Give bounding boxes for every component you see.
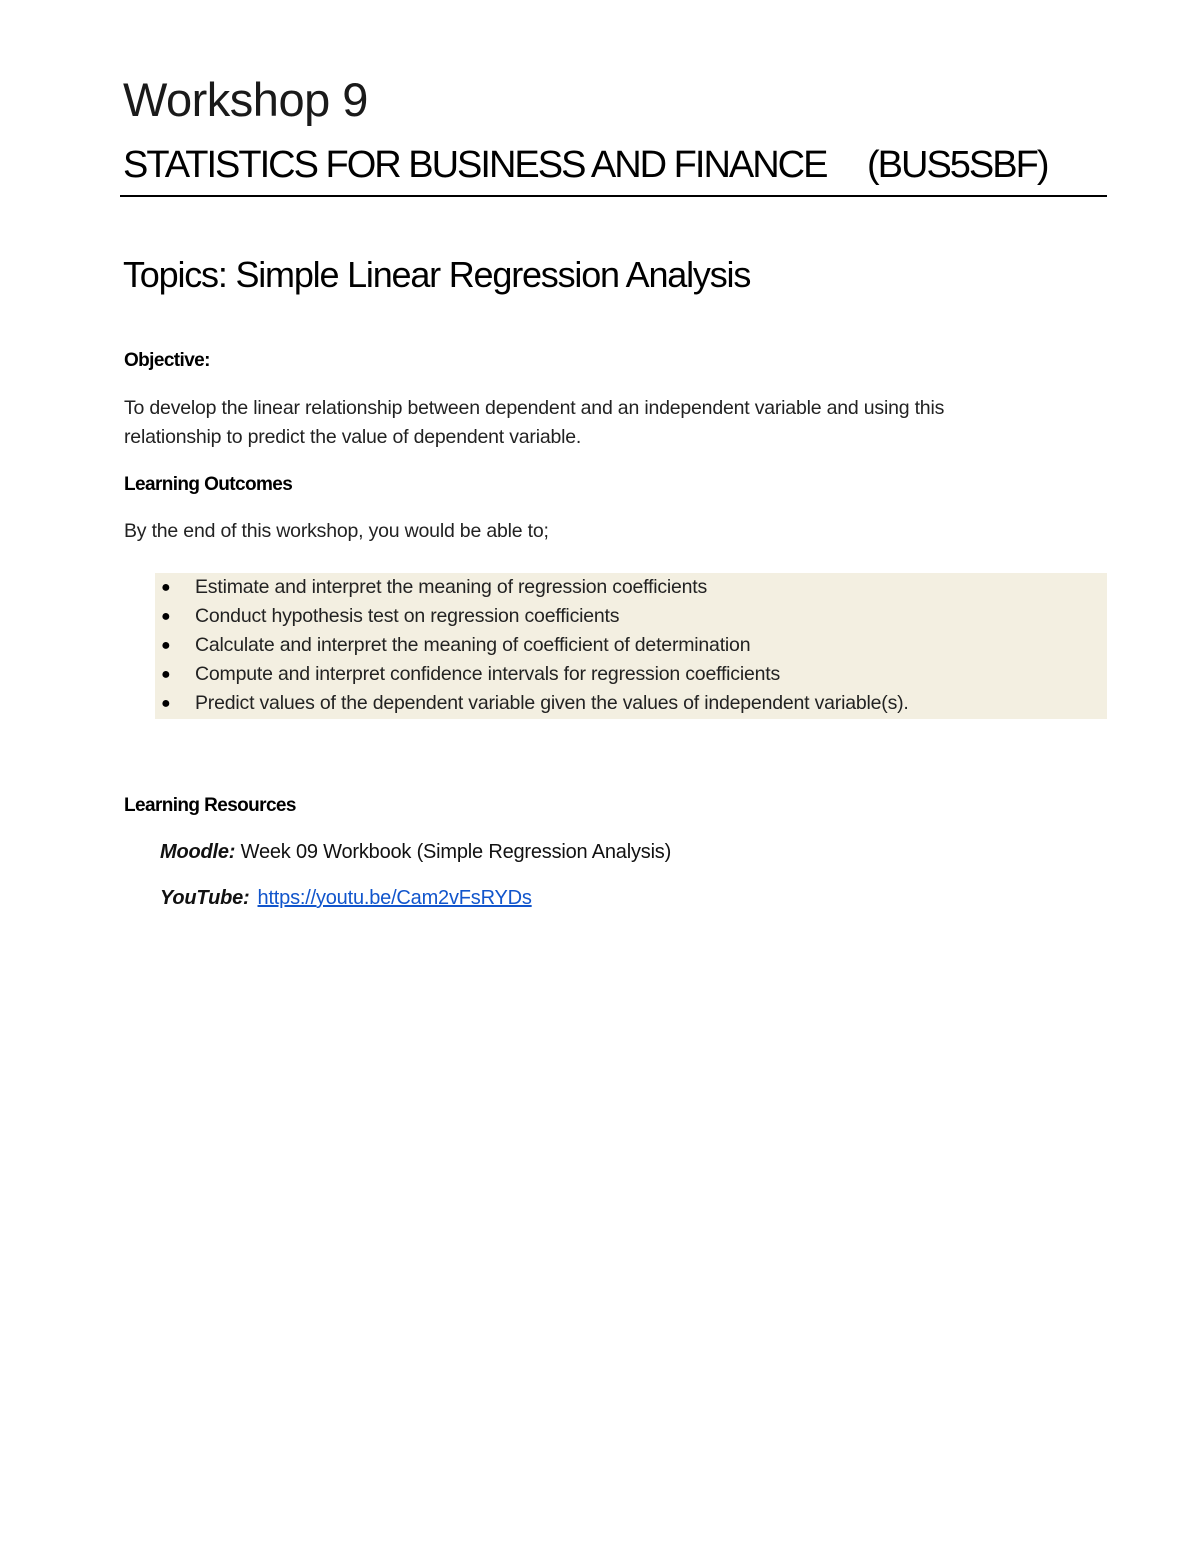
bullet-icon: ● [161, 695, 171, 712]
youtube-resource [160, 888, 532, 908]
bullet-icon: ● [161, 608, 171, 625]
bullet-icon: ● [161, 579, 171, 596]
objective-heading: Objective: [124, 350, 210, 371]
youtube-link[interactable]: https://youtu.be/Cam2vFsRYDs [257, 887, 532, 909]
objective-text-line-1: To develop the linear relationship between dependent and an independent variable and using this [124, 397, 945, 419]
course-title [123, 146, 1107, 184]
objective-text-line-2: relationship to predict the value of dependent variable. [124, 426, 582, 448]
course-name: STATISTICS FOR BUSINESS AND FINANCE [123, 144, 827, 186]
moodle-resource [160, 842, 671, 862]
learning-resources-heading: Learning Resources [124, 795, 296, 816]
list-item-text: Conduct hypothesis test on regression coefficients [195, 605, 620, 627]
list-item-text: Predict values of the dependent variable given the values of independent variable(s). [195, 692, 909, 714]
learning-outcomes-heading: Learning Outcomes [124, 474, 293, 495]
bullet-icon: ● [161, 637, 171, 654]
learning-outcomes-intro: By the end of this workshop, you would be able to; [124, 520, 549, 542]
list-item-text: Estimate and interpret the meaning of regression coefficients [195, 576, 708, 598]
workshop-title: Workshop 9 [123, 73, 368, 126]
list-item-text: Calculate and interpret the meaning of coefficient of determination [195, 634, 751, 656]
topics-heading: Topics: Simple Linear Regression Analysis [123, 254, 751, 295]
youtube-label: YouTube: [160, 887, 250, 909]
moodle-value: Week 09 Workbook (Simple Regression Analysis) [240, 841, 672, 863]
list-item-text: Compute and interpret confidence intervals for regression coefficients [195, 663, 781, 685]
course-code: (BUS5SBF) [867, 144, 1048, 186]
bullet-icon: ● [161, 666, 171, 683]
moodle-label: Moodle: [160, 841, 236, 863]
learning-outcomes-highlight [155, 573, 1107, 719]
title-divider [120, 195, 1107, 197]
